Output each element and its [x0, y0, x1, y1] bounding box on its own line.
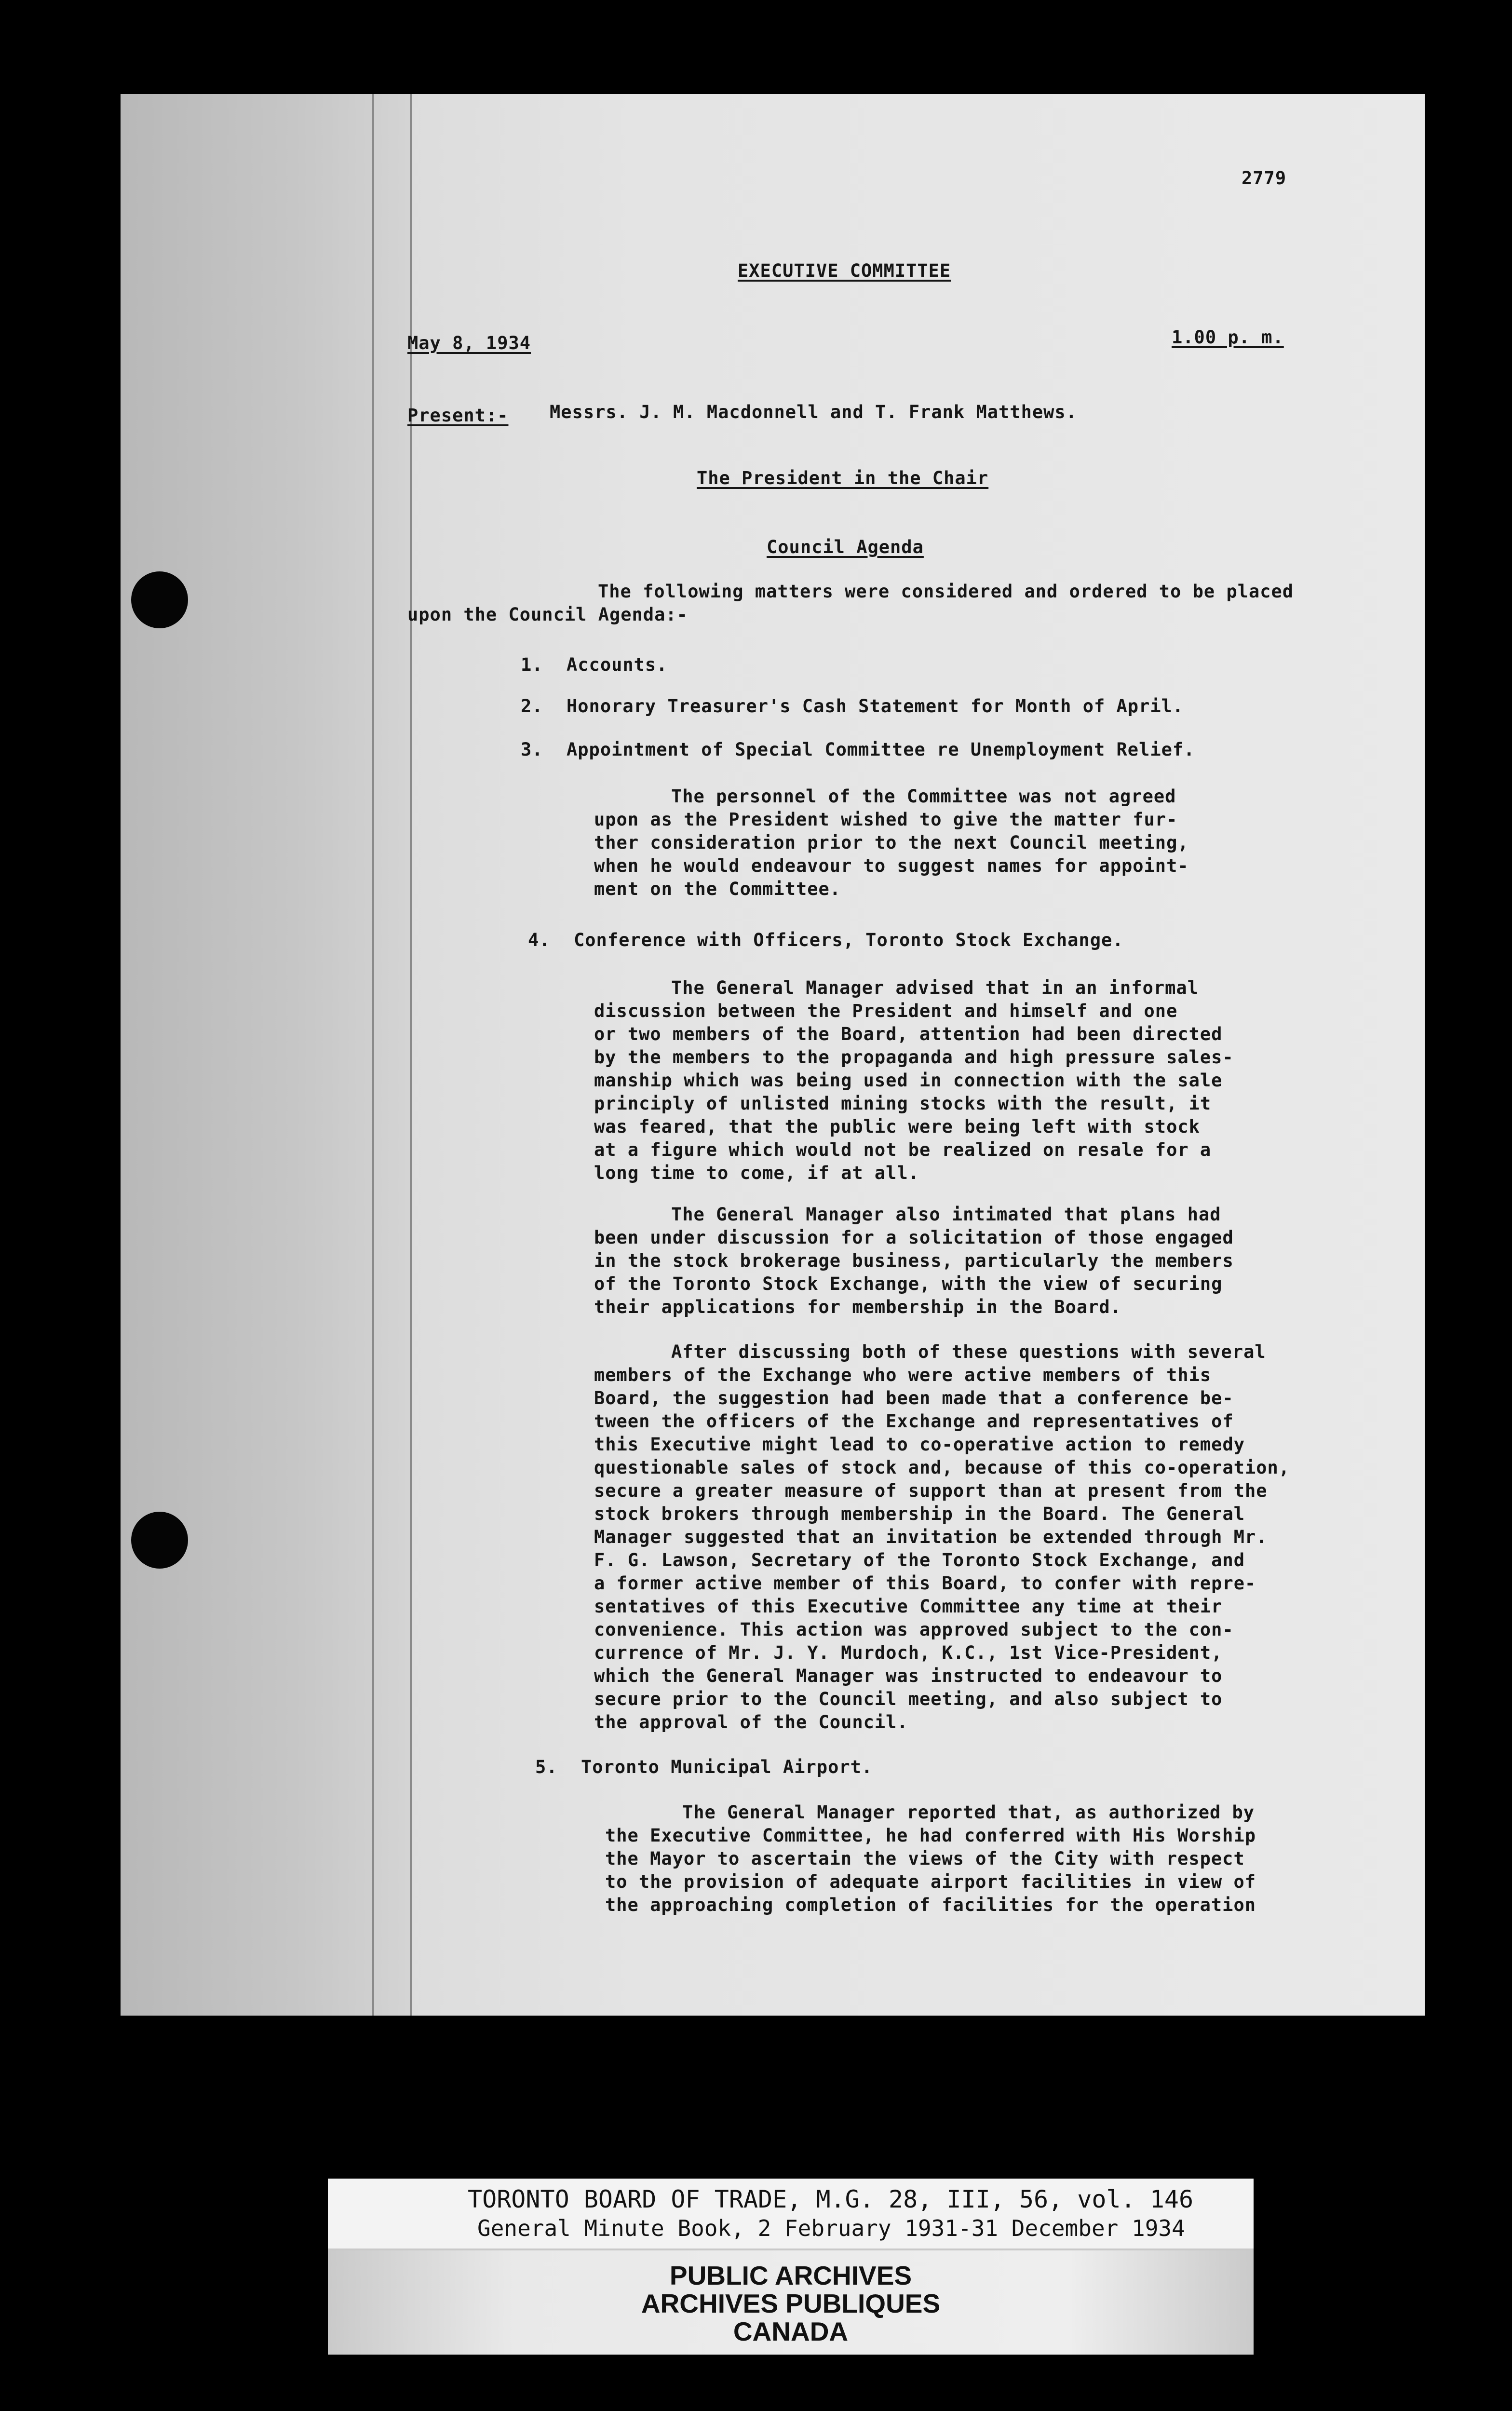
text-line: The following matters were considered and ordered to be placed — [598, 581, 1294, 602]
margin-rule-line — [372, 94, 374, 2016]
page-heading: EXECUTIVE COMMITTEE — [738, 260, 951, 281]
text-line: to the provision of adequate airport facilities in view of — [605, 1871, 1256, 1892]
archive-stamp-line-2: ARCHIVES PUBLIQUES — [641, 2289, 941, 2318]
text-line: The General Manager advised that in an informal — [671, 977, 1199, 998]
text-line: convenience. This action was approved subject to the con- — [594, 1619, 1234, 1640]
text-line: stock brokers through membership in the Board. The General — [594, 1503, 1245, 1524]
chair-heading: The President in the Chair — [697, 468, 989, 488]
item-5-paragraph — [605, 1801, 1256, 1917]
item-4-number: 4. — [528, 930, 551, 950]
item-2-title: Honorary Treasurer's Cash Statement for Month of April. — [567, 696, 1184, 717]
intro-paragraph — [407, 580, 1294, 626]
text-line: upon the Council Agenda:- — [407, 604, 688, 625]
text-line: manship which was being used in connection with the sale — [594, 1070, 1223, 1091]
text-line: secure a greater measure of support than at present from the — [594, 1480, 1268, 1501]
item-3-title: Appointment of Special Committee re Unemployment Relief. — [567, 739, 1195, 760]
text-line: secure prior to the Council meeting, and also subject to — [594, 1689, 1223, 1709]
item-4-paragraph-3 — [594, 1341, 1290, 1734]
text-line: when he would endeavour to suggest names for appoint- — [594, 855, 1189, 876]
present-label: Present:- — [407, 405, 509, 426]
text-line: discussion between the President and himself and one — [594, 1001, 1178, 1021]
text-line: by the members to the propaganda and high pressure sales- — [594, 1047, 1234, 1068]
text-line: Manager suggested that an invitation be extended through Mr. — [594, 1527, 1268, 1547]
text-line: tween the officers of the Exchange and representatives of — [594, 1411, 1234, 1432]
text-line: The personnel of the Committee was not agreed — [671, 786, 1176, 807]
archive-stamp-line-1: PUBLIC ARCHIVES — [669, 2261, 912, 2290]
item-1-title: Accounts. — [567, 654, 668, 675]
text-line: their applications for membership in the Board. — [594, 1297, 1121, 1317]
text-line: members of the Exchange who were active members of this — [594, 1365, 1212, 1385]
punch-hole — [131, 571, 188, 628]
archive-label — [328, 2179, 1254, 2355]
item-3-paragraph — [594, 785, 1189, 901]
item-4-paragraph-2 — [594, 1203, 1234, 1319]
item-2-number: 2. — [521, 696, 543, 717]
text-line: The General Manager also intimated that plans had — [671, 1204, 1221, 1225]
text-line: at a figure which would not be realized on resale for a — [594, 1139, 1212, 1160]
text-line: the Executive Committee, he had conferred with His Worship — [605, 1825, 1256, 1846]
text-line: the Mayor to ascertain the views of the City with respect — [605, 1848, 1245, 1869]
text-line: the approval of the Council. — [594, 1712, 908, 1733]
text-line: long time to come, if at all. — [594, 1163, 920, 1183]
text-line: After discussing both of these questions with several — [671, 1341, 1266, 1362]
text-line: which the General Manager was instructed to endeavour to — [594, 1666, 1223, 1686]
present-names: Messrs. J. M. Macdonnell and T. Frank Matthews. — [550, 402, 1077, 422]
archive-reference-line-1: TORONTO BOARD OF TRADE, M.G. 28, III, 56, vol. 146 — [468, 2185, 1194, 2213]
archive-stamp-line-3: CANADA — [733, 2316, 849, 2346]
text-line: questionable sales of stock and, because of this co-operation, — [594, 1457, 1290, 1478]
text-line: or two members of the Board, attention had been directed — [594, 1024, 1223, 1044]
binding-margin — [121, 94, 410, 2016]
page-number: 2779 — [1242, 168, 1287, 189]
text-line: ther consideration prior to the next Council meeting, — [594, 832, 1189, 853]
item-4-title: Conference with Officers, Toronto Stock Exchange. — [574, 930, 1124, 950]
text-line: Board, the suggestion had been made that a conference be- — [594, 1388, 1234, 1409]
item-5-number: 5. — [535, 1757, 558, 1777]
text-line: currence of Mr. J. Y. Murdoch, K.C., 1st Vice-President, — [594, 1642, 1223, 1663]
text-line: F. G. Lawson, Secretary of the Toronto Stock Exchange, and — [594, 1550, 1245, 1571]
section-title: Council Agenda — [767, 537, 924, 557]
meeting-date: May 8, 1934 — [407, 333, 531, 353]
text-line: upon as the President wished to give the matter fur- — [594, 809, 1178, 830]
margin-rule-line — [410, 94, 412, 2016]
text-line: this Executive might lead to co-operative action to remedy — [594, 1434, 1245, 1455]
item-3-number: 3. — [521, 739, 543, 760]
text-line: ment on the Committee. — [594, 879, 841, 899]
item-1-number: 1. — [521, 654, 543, 675]
text-line: was feared, that the public were being left with stock — [594, 1116, 1200, 1137]
punch-hole — [131, 1512, 188, 1569]
text-line: the approaching completion of facilities for the operation — [605, 1895, 1256, 1915]
text-line: a former active member of this Board, to confer with repre- — [594, 1573, 1256, 1594]
archive-reference-line-2: General Minute Book, 2 February 1931-31 December 1934 — [477, 2215, 1185, 2241]
text-line: principly of unlisted mining stocks with the result, it — [594, 1093, 1212, 1114]
text-line: The General Manager reported that, as authorized by — [682, 1802, 1255, 1823]
item-5-title: Toronto Municipal Airport. — [581, 1757, 873, 1777]
text-line: sentatives of this Executive Committee any time at their — [594, 1596, 1223, 1617]
item-4-paragraph-1 — [594, 976, 1234, 1185]
text-line: been under discussion for a solicitation of those engaged — [594, 1227, 1234, 1248]
meeting-time: 1.00 p. m. — [1172, 327, 1284, 348]
text-line: in the stock brokerage business, particularly the members — [594, 1250, 1234, 1271]
text-line: of the Toronto Stock Exchange, with the view of securing — [594, 1273, 1223, 1294]
